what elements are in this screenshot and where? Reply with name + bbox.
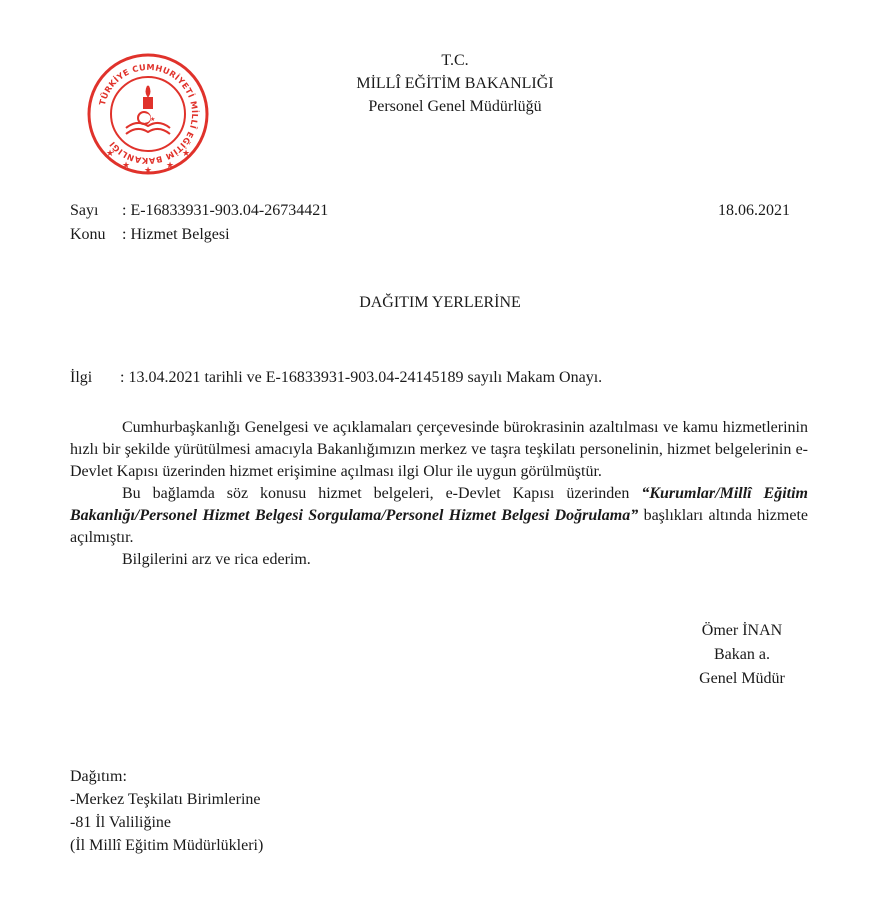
recipient-heading: DAĞITIM YERLERİNE [359, 294, 521, 311]
body-paragraph-2-intro: Bu bağlamda söz konusu hizmet belgeleri, e-Devlet Kapısı üzerinden [122, 485, 642, 502]
signatory-role-1: Bakan a. [714, 646, 770, 663]
service-path-emphasis: “Kurumlar/Millî Eğitim Bakanlığı/Personel Hizmet Belgesi Sorgulama/Personel Hizmet Belgesi Doğrulama” [70, 485, 809, 524]
distribution-item: (İl Millî Eğitim Müdürlükleri) [70, 837, 264, 854]
document-date: 18.06.2021 [718, 202, 790, 219]
reference-line [70, 367, 602, 389]
body-paragraph-1: Cumhurbaşkanlığı Genelgesi ve açıklamaları çerçevesinde bürokrasinin azaltılması ve kamu hizmetlerinin hızlı bir şekilde yürütülmesi amacıyla Bakanlığımızın merkez ve taşra teşkilatı personelinin, hizmet belgelerinin e-Devlet Kapısı üzerinden hizmet erişimine açılması ilgi Olur ile uygun görülmüştür. [70, 419, 808, 480]
svg-text:★: ★ [144, 166, 153, 176]
svg-text:★: ★ [166, 161, 175, 171]
ilgi-value: : 13.04.2021 tarihli ve E-16833931-903.04-24145189 sayılı Makam Onayı. [120, 369, 603, 386]
letter-body [70, 417, 808, 571]
konu-row [70, 223, 328, 247]
ministry-seal-logo [86, 52, 210, 176]
signature-block [612, 619, 872, 691]
konu-label: Konu [70, 226, 106, 243]
letterhead [300, 49, 610, 118]
header-country: T.C. [441, 52, 469, 69]
svg-text:★: ★ [182, 149, 191, 159]
sayi-value: : E-16833931-903.04-26734421 [122, 202, 329, 219]
signatory-name: Ömer İNAN [701, 622, 783, 639]
signatory-role-2: Genel Müdür [699, 670, 785, 687]
body-paragraph-2 [70, 483, 808, 549]
body-paragraph-2-outro: başlıkları altında hizmete açılmıştır. [70, 507, 809, 546]
distribution-item: -81 İl Valiliğine [70, 814, 172, 831]
ilgi-label: İlgi [70, 369, 93, 386]
sayi-label: Sayı [70, 202, 99, 219]
svg-text:★: ★ [150, 116, 156, 123]
distribution-item: -Merkez Teşkilatı Birimlerine [70, 791, 261, 808]
document-meta [70, 199, 328, 247]
seal-emblem [126, 86, 170, 134]
konu-value: : Hizmet Belgesi [122, 226, 230, 243]
distribution-list [70, 765, 263, 857]
header-department: Personel Genel Müdürlüğü [368, 98, 542, 115]
distribution-label: Dağıtım: [70, 768, 127, 785]
sayi-row [70, 199, 328, 223]
seal-ring-text: TÜRKİYE CUMHURİYETİ MİLLÎ EĞİTİM BAKANLIĞI [96, 61, 201, 167]
svg-text:★: ★ [122, 161, 131, 171]
header-ministry: MİLLÎ EĞİTİM BAKANLIĞI [356, 75, 554, 92]
body-paragraph-3: Bilgilerini arz ve rica ederim. [122, 551, 311, 568]
svg-text:★: ★ [106, 149, 115, 159]
